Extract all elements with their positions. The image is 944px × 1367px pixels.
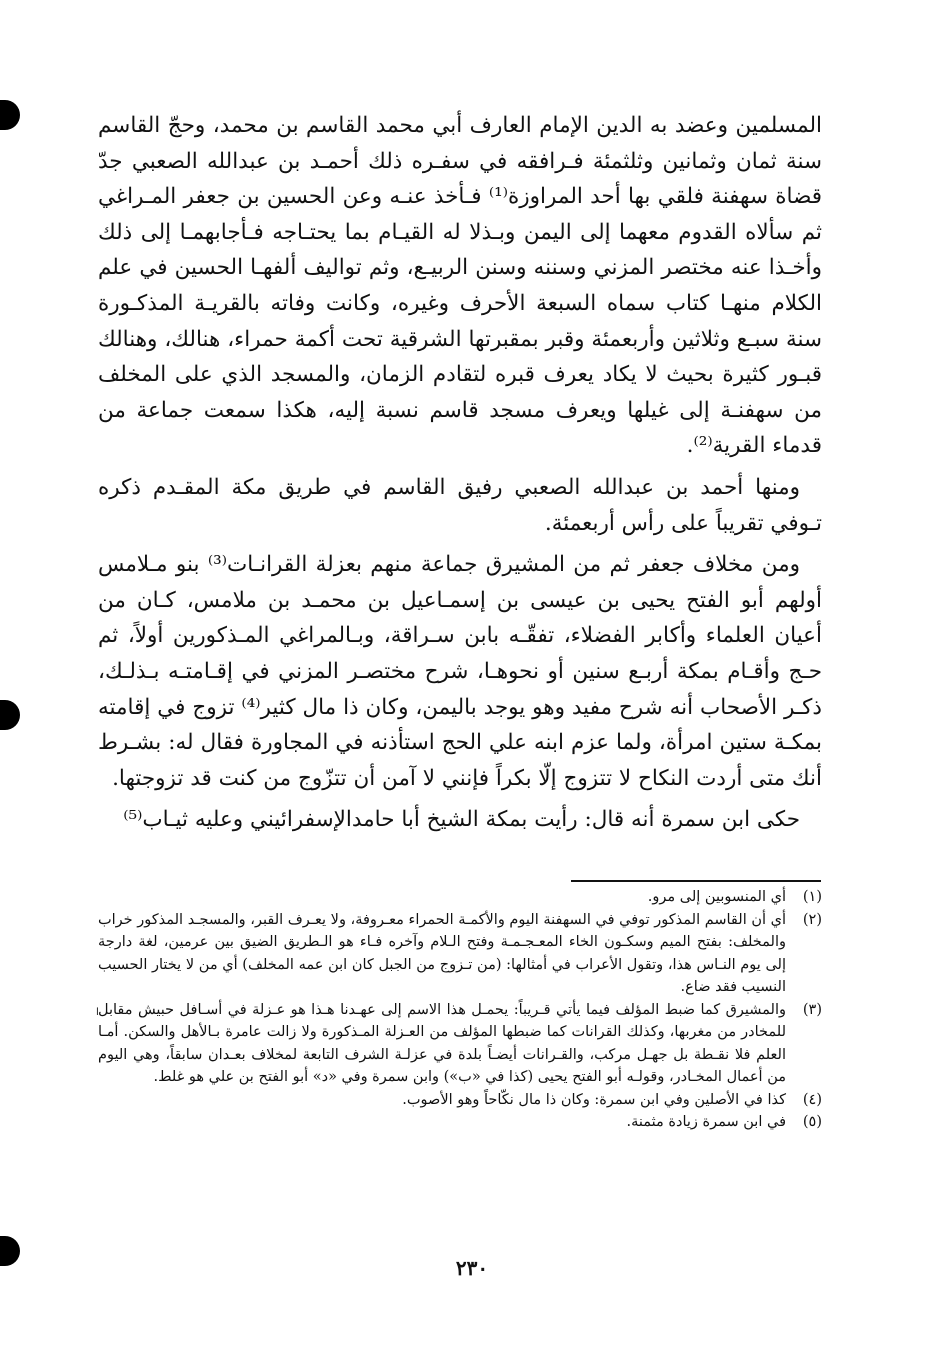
punch-hole-mark <box>0 700 20 730</box>
footnote-number: (٢) <box>802 911 822 928</box>
paragraph: المسلمين وعضد به الدين الإمام العارف أبي محمد القاسم بن محمد، وحجّ القاسم سنة ثمان وثمانين وثلثمئة فـرافقه في سفـره ذلك أحمـد بن عبدالله الصعبي جدّ قضاة سهفنة فلقي بها أحد المراوزة⁽¹⁾ فـأخذ عنـه وعن الحسين بن جعفر المـراغي ثم سألاه القدوم معهما إلى اليمن وبـذلا له القيـام بما يحتـاجه فـأجابهمـا إلى ذلك وأخـذا عنه مختصر المزني وسننه وسنن الربيـع، وثم تواليف ألفهـا الحسين في علم الكلام منهـا كتاب سماه السبعة الأحرف وغيره، وكانت وفاته بالقريـة المذكـورة سنة سبـع وثلاثين وأربعمئة وقبر بمقبرتها الشرقية تحت أكمة حمراء، هنالك، وهنالك قبـور كثيرة بحيث لا يكاد يعرف قبره لتقادم الزمان، والمسجد الذي على المخلف من سهفنـة إلى غيلها ويعرف مسجد قاسم نسبة إليه، هكذا سمعت جماعة من قدماء القرية⁽²⁾. <box>98 113 822 459</box>
footnote-text: أي المنسوبين إلى مرو. <box>647 889 786 905</box>
stray-mark: ا <box>96 1007 99 1018</box>
footnote <box>98 1111 822 1134</box>
paragraph: ومنها أحمد بن عبدالله الصعبي رفيق القاسم في طريق مكة المقـدم ذكره تـوفي تقريباً على رأس أربعمئة. <box>98 474 822 536</box>
footnote-text: كذا في الأصلين وفي ابن سمرة: وكان ذا مال نكّاحاً وهو الأصوب. <box>402 1091 786 1108</box>
footnote <box>98 909 822 999</box>
footnote-separator <box>571 880 821 882</box>
footnote <box>98 1089 822 1112</box>
footnote-number: (٤) <box>802 1091 822 1108</box>
footnote-number: (١) <box>802 889 822 905</box>
page-number: ٢٣٠ <box>455 1256 489 1280</box>
punch-hole-mark <box>0 100 20 130</box>
footnote <box>98 886 822 909</box>
footnotes <box>98 886 822 1134</box>
paragraph: حكى ابن سمرة أنه قال: رأيت بمكة الشيخ أبا حامدالإسفرائيني وعليه ثيـاب⁽⁵⁾ <box>123 807 800 833</box>
footnote <box>98 999 822 1089</box>
punch-hole-mark <box>0 1236 20 1266</box>
footnote-number: (٣) <box>802 1001 822 1018</box>
footnote-text: والمشيرق كما ضبط المؤلف فيما يأتي قـريباً: يحمـل هذا الاسم إلى عهـدنا هـذا هو عـزلة في أسـافل حبيش مقابل للمخادر من مغربها، وكذلك القرانات كما ضبطها المؤلف من العـزلة المـذكورة ولا زالت عامرة بـالأهل والسكن. أمـا العلم فلا نقـطة بل جهـل مركب، والقـرانات أيضـاً بلدة في عزلـة الشرف التابعة لمخلاف بعـدان سابقاً، وهي اليوم من أعمال المخـادر، وقولـه أبو الفتح يحيى (كذا في «ب») وابن سمرة وفي «د» أبو الفتح بن علي هو غلط. <box>98 1001 786 1085</box>
footnote-number: (٥) <box>802 1114 822 1130</box>
footnote-text: أي أن القاسم المذكور توفي في السهفنة اليوم والأكمـة الحمراء معـروفة، ولا يعـرف القبر، والمسجـد المذكور خراب والمخلف: بفتح الميم وسكـون الخاء المعـجـمـة وفتح الـلام وآخره فـاء هو الـطريق الضيق بين عرمين، لغة دارجة إلى يوم النـاس هذا، وتقول الأعراب في أمثالها: (من تـزوج من الجبل كان ابن عمه المخلف) أي من لا يختار الحسيب النسيب فقد ضاع. <box>98 911 786 995</box>
main-text <box>98 108 822 844</box>
footnote-text: في ابن سمرة زيادة مثمنة. <box>626 1114 786 1130</box>
paragraph: ومن مخلاف جعفر ثم من المشيرق جماعة منهم بعزلة القرانـات⁽³⁾ بنو مـلامس أولهم أبو الفتح يحيى بن عيسى بن إسمـاعيل بن محمـد بن ملامس، كـان من أعيان العلماء وأكابر الفضلاء، تفقّـه بابن سـراقة، وبـالمراغي المـذكورين أولاً، ثم حـج وأقـام بمكة أربـع سنين أو نحوهـا، شرح مختصـر المزني في إقـامتـه بـذلـك، ذكـر الأصحاب أنه شرح مفيد وهو يوجد باليمن، وكان ذا مال كثير⁽⁴⁾ تزوج في إقامته بمكـة ستين امرأة، ولما عزم ابنه علي الحج استأذنه في المجاورة فقال له: بشـرط أنك متى أردت النكاح لا تتزوج إلّا بكراً فإنني لا آمن أن تتزّوج من كنت قد تزوجتها. <box>98 552 822 791</box>
